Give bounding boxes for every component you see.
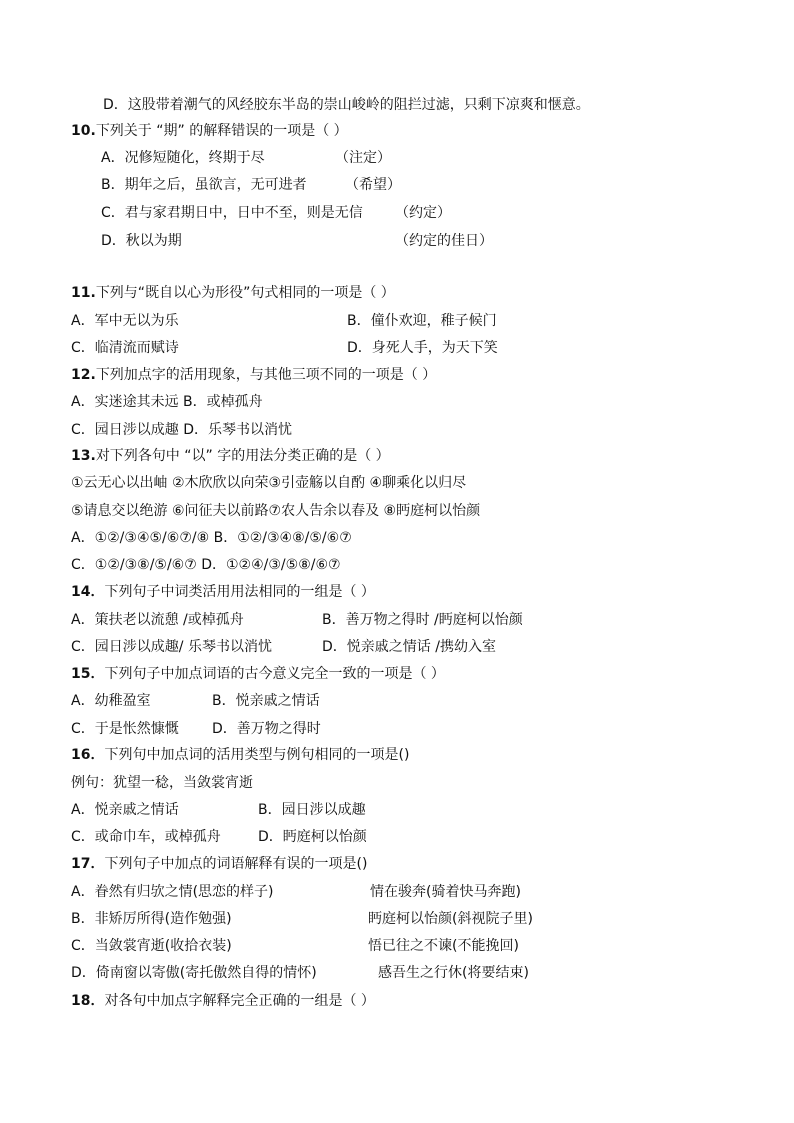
question-10: 10.下列关于 “期” 的解释错误的一项是（ ） [71,123,348,139]
q13-options-cd: C．①②/③⑧/⑤/⑥⑦ D．①②④/③/⑤⑧/⑥⑦ [71,557,341,573]
question-13: 13.对下列各句中 “以” 字的用法分类正确的是（ ） [71,448,390,464]
q17-option-c: C．当敛裳宵逝(收拾衣装) 悟已往之不谏(不能挽回) [71,938,519,954]
q10-option-b: B．期年之后，虽欲言，无可进者 （希望） [101,177,401,193]
q10-option-d: D．秋以为期 （约定的佳日） [101,233,493,249]
question-15: 15．下列句子中加点词语的古今意义完全一致的一项是（ ） [71,666,445,682]
q13-sentences-2: ⑤请息交以绝游 ⑥问征夫以前路⑦农人告余以春及 ⑧眄庭柯以怡颜 [71,503,481,519]
q17-option-d: D．倚南窗以寄傲(寄托傲然自得的情怀) 感吾生之行休(将要结束) [71,965,529,981]
question-14: 14．下列句子中词类活用用法相同的一组是（ ） [71,584,375,600]
question-12: 12.下列加点字的活用现象，与其他三项不同的一项是（ ） [71,367,437,383]
q11-options-cd: C．临清流而赋诗 D．身死人手，为天下笑 [71,340,498,356]
q15-options-cd: C．于是怅然慷慨 D．善万物之得时 [71,721,321,737]
question-number: 10. [71,123,96,139]
question-number: 13. [71,448,96,464]
q12-options-ab: A．实迷途其未远 B．或棹孤舟 [71,394,263,410]
q13-options-ab: A．①②/③④⑤/⑥⑦/⑧ B．①②/③④⑧/⑤/⑥⑦ [71,530,352,546]
q10-option-c: C．君与家君期日中，日中不至，则是无信 （约定） [101,205,451,221]
question-number: 17． [71,856,105,872]
q16-example: 例句：犹望一稔，当敛裳宵逝 [71,775,253,791]
question-number: 14． [71,584,105,600]
q10-option-a: A．况修短随化，终期于尽 （注定） [101,150,391,166]
question-17: 17．下列句子中加点的词语解释有误的一项是() [71,856,368,872]
question-18: 18．对各句中加点字解释完全正确的一组是（ ） [71,993,375,1009]
q17-option-a: A．眷然有归欤之情(思恋的样子) 情在骏奔(骑着快马奔跑) [71,884,521,900]
q13-sentences-1: ①云无心以出岫 ②木欣欣以向荣③引壶觞以自酌 ④聊乘化以归尽 [71,475,467,491]
q16-options-cd: C．或命巾车，或棹孤舟 D．眄庭柯以怡颜 [71,829,367,845]
question-number: 12. [71,367,96,383]
question-number: 16． [71,747,105,763]
q12-options-cd: C．园日涉以成趣 D．乐琴书以消忧 [71,422,293,438]
question-16: 16．下列句中加点词的活用类型与例句相同的一项是() [71,747,410,763]
q17-option-b: B．非矫厉所得(造作勉强) 眄庭柯以怡颜(斜视院子里) [71,911,533,927]
question-number: 18． [71,993,105,1009]
q15-options-ab: A．幼稚盈室 B．悦亲戚之情话 [71,693,320,709]
question-number: 11. [71,285,96,301]
question-number: 15． [71,666,105,682]
line-option-d-prev: D．这股带着潮气的风经胶东半岛的崇山峻岭的阻拦过滤，只剩下凉爽和惬意。 [103,97,590,113]
q16-options-ab: A．悦亲戚之情话 B．园日涉以成趣 [71,802,366,818]
q14-options-ab: A．策扶老以流憩 /或棹孤舟 B．善万物之得时 /眄庭柯以怡颜 [71,612,523,628]
q11-options-ab: A．军中无以为乐 B．僮仆欢迎，稚子候门 [71,313,497,329]
question-11: 11.下列与“既自以心为形役”句式相同的一项是（ ） [71,285,395,301]
q14-options-cd: C．园日涉以成趣/ 乐琴书以消忧 D．悦亲戚之情话 /携幼入室 [71,639,496,655]
